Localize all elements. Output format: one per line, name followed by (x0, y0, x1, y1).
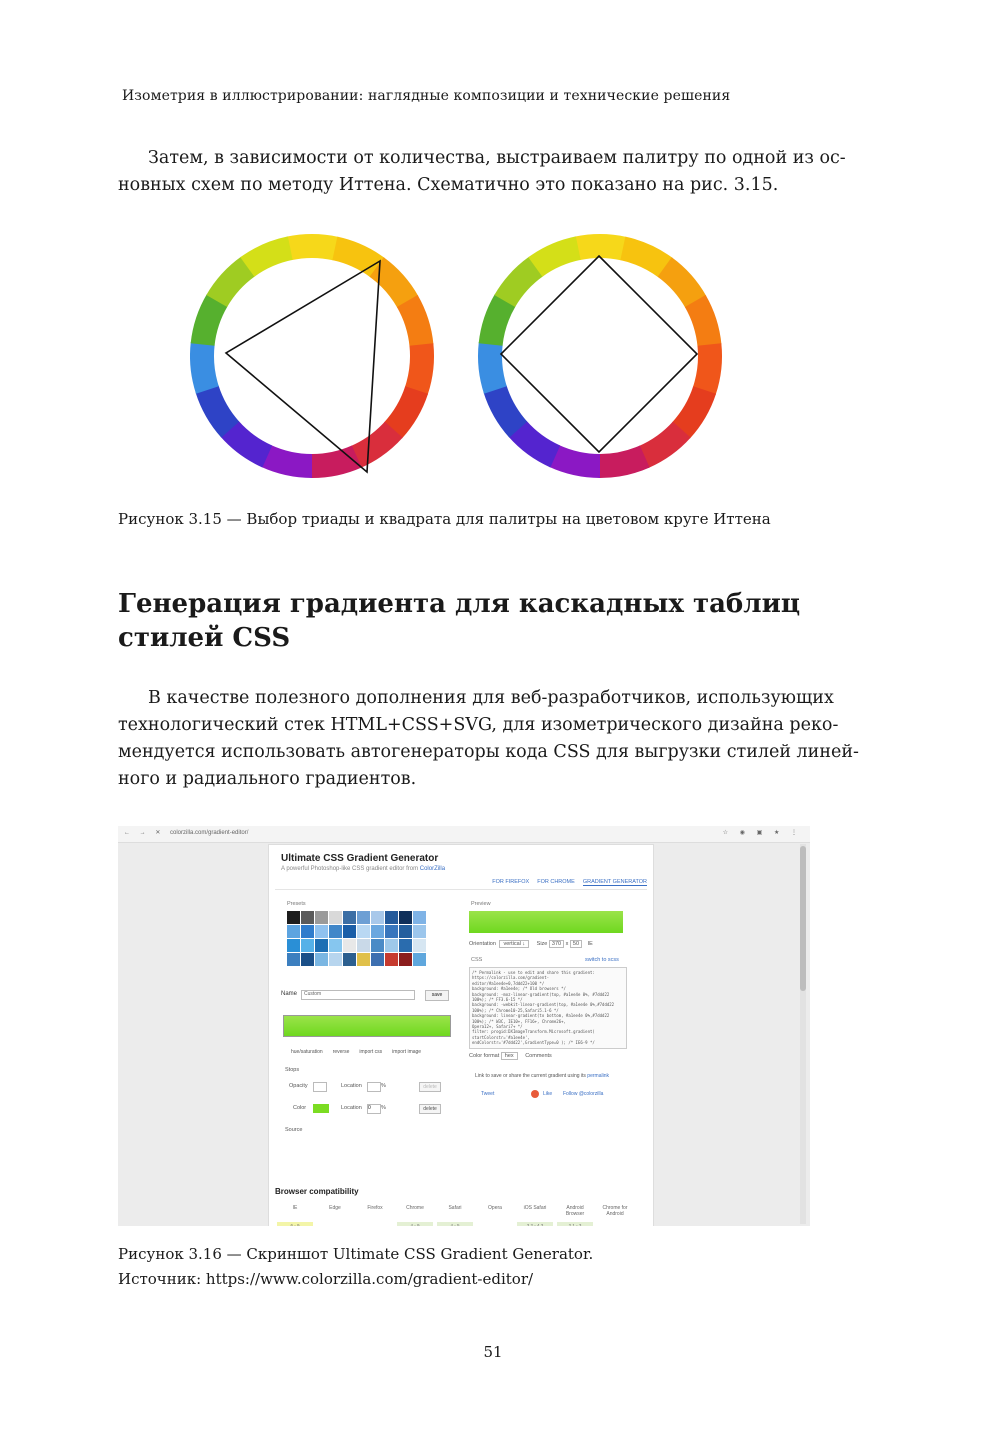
tweet-button: Tweet (481, 1091, 495, 1097)
text-line: технологический стек HTML+CSS+SVG, для изометрического дизайна реко- (118, 715, 839, 735)
preset-swatch (301, 953, 314, 966)
bc-cell: 4 - 9 (397, 1222, 433, 1226)
hue-saturation-tool: hue/saturation (291, 1049, 323, 1055)
page-number: 51 (483, 1343, 503, 1361)
preset-swatch (371, 939, 384, 952)
preset-swatch (371, 953, 384, 966)
location-label-2: Location (341, 1105, 362, 1111)
code-line: editor/#a1ee4e+0,7ddd22+100 */ (472, 980, 545, 986)
bc-header: iOS Safari (523, 1205, 547, 1211)
preset-swatch (385, 939, 398, 952)
code-line: /* Permalink - use to edit and share this gradient: (472, 970, 595, 975)
orientation-label: Orientation (469, 941, 496, 947)
stops-label: Stops (285, 1067, 300, 1073)
location-input-2: 0 (367, 1104, 381, 1114)
follow-link: Follow @colorzilla (563, 1091, 604, 1097)
code-line: background: linear-gradient(to bottom, #a1ee4e 0%,#7ddd22 (472, 1013, 610, 1019)
percent-label: % (381, 1083, 386, 1089)
preset-swatch (301, 939, 314, 952)
name-input: Custom (301, 990, 415, 1000)
code-line: Opera12+, Safari7+ */ (472, 1024, 523, 1030)
presets-grid (287, 911, 427, 971)
bc-cell (357, 1222, 393, 1226)
reverse-tool: reverse (332, 1049, 350, 1055)
color-swatch (313, 1104, 329, 1113)
bc-header: Opera (488, 1205, 502, 1211)
nav-arrows-icon: ← → ✕ (124, 830, 165, 836)
color-format-label: Color format (469, 1053, 500, 1059)
running-head: Изометрия в иллюстрировании: наглядные композиции и технические решения (122, 88, 731, 104)
css-label: CSS (471, 957, 483, 963)
preset-swatch (385, 925, 398, 938)
color-wheels-figure (190, 228, 740, 488)
gradient-tools (291, 1049, 421, 1055)
location-input (367, 1082, 381, 1092)
wheel-segment (405, 343, 434, 395)
orientation-select: vertical ↓ (499, 940, 529, 948)
import-css-tool: import css (359, 1049, 383, 1055)
color-label: Color (293, 1105, 307, 1111)
location-label: Location (341, 1083, 362, 1089)
size-height: 50 (570, 940, 582, 948)
preset-swatch (343, 939, 356, 952)
bc-header: Edge (329, 1205, 341, 1211)
preset-swatch (301, 911, 314, 924)
preset-swatch (315, 953, 328, 966)
bc-cell (477, 1222, 513, 1226)
subtitle-text: A powerful Photoshop-like CSS gradient editor from (281, 866, 419, 872)
caption-line: Источник: https://www.colorzilla.com/gradient-editor/ (118, 1270, 534, 1288)
bc-header: Firefox (367, 1205, 383, 1211)
preview-label: Preview (471, 901, 491, 907)
wheel-segment (599, 446, 650, 478)
preset-swatch (413, 925, 426, 938)
preset-swatch (385, 953, 398, 966)
bc-cell (317, 1222, 353, 1226)
preset-swatch (399, 925, 412, 938)
heading-line: Генерация градиента для каскадных таблиц (118, 589, 801, 619)
preset-swatch (315, 911, 328, 924)
bc-header: Chrome for Android (602, 1205, 628, 1217)
orientation-row (469, 941, 593, 947)
code-line: endColorstr='#7ddd22',GradientType=0 ); /* IE6-9 */ (472, 1040, 595, 1046)
preset-swatch (357, 953, 370, 966)
text-line: ного и радиального градиентов. (118, 769, 417, 789)
colorzilla-link: ColorZilla (419, 866, 446, 872)
preset-swatch (329, 925, 342, 938)
bc-header: Safari (448, 1205, 462, 1211)
tab-chrome: FOR CHROME (537, 879, 575, 885)
figure-caption-3-15: Рисунок 3.15 — Выбор триады и квадрата для палитры на цветовом круге Иттена (118, 510, 771, 528)
color-format-select: hex (501, 1052, 518, 1060)
gradient-bar (283, 1015, 451, 1037)
gradient-generator-screenshot (118, 826, 810, 1226)
preset-swatch (413, 939, 426, 952)
delete-button-disabled: delete (419, 1082, 441, 1092)
permalink-row (475, 1073, 609, 1079)
size-width: 370 (549, 940, 564, 948)
preset-swatch (357, 925, 370, 938)
source-label: Source (285, 1127, 303, 1133)
bc-header: IE (292, 1205, 298, 1211)
preset-swatch (399, 911, 412, 924)
code-line: 100%); /* FF3.6-15 */ (472, 997, 523, 1003)
preset-swatch (371, 911, 384, 924)
bc-cell: 4 - 5 (437, 1222, 473, 1226)
permalink-text: Link to save or share the current gradient using its (475, 1073, 586, 1079)
preset-swatch (329, 953, 342, 966)
divider (275, 889, 647, 890)
preset-swatch (343, 953, 356, 966)
preset-swatch (399, 953, 412, 966)
preset-swatch (413, 911, 426, 924)
code-line: 100%); /* W3C, IE10+, FF16+, Chrome26+, (472, 1018, 566, 1024)
preset-swatch (371, 925, 384, 938)
paragraph-gradient (118, 685, 859, 793)
wheel-segment (575, 234, 627, 260)
preset-swatch (385, 911, 398, 924)
name-label: Name (281, 991, 298, 997)
preset-swatch (329, 911, 342, 924)
generator-page (268, 844, 654, 1226)
tab-gradient-generator: GRADIENT GENERATOR (582, 879, 647, 885)
preset-swatch (329, 939, 342, 952)
ie-checkbox: IE (587, 941, 593, 947)
wheel-segment (478, 342, 507, 394)
preset-swatch (343, 911, 356, 924)
preset-swatch (357, 939, 370, 952)
size-x: x (565, 941, 569, 947)
preset-swatch (343, 925, 356, 938)
code-line: startColorstr='#a1ee4e', (472, 1034, 530, 1040)
color-wheel-triad (190, 234, 434, 478)
code-line: https://colorzilla.com/gradient- (472, 975, 550, 981)
address-bar: colorzilla.com/gradient-editor/ (170, 830, 249, 836)
opacity-label: Opacity (289, 1083, 308, 1089)
browser-toolbar (118, 826, 810, 843)
code-line: background: -moz-linear-gradient(top, #a1ee4e 0%, #7ddd22 (472, 991, 610, 997)
css-code-box (469, 967, 627, 1049)
code-line: background: -webkit-linear-gradient(top, #a1ee4e 0%,#7ddd22 (472, 1002, 615, 1008)
wheel-segment (190, 342, 219, 394)
switch-scss-link: switch to scss (585, 957, 619, 963)
preset-swatch (287, 925, 300, 938)
percent-label-2: % (381, 1105, 386, 1111)
paragraph-intro (118, 145, 846, 199)
generator-title: Ultimate CSS Gradient Generator (281, 853, 439, 864)
text-line: В качестве полезного дополнения для веб-разработчиков, использующих (148, 688, 834, 708)
bc-header: Chrome (406, 1205, 424, 1211)
tab-firefox: FOR FIREFOX (492, 879, 530, 885)
scrollbar-thumb (800, 846, 806, 991)
preset-swatch (399, 939, 412, 952)
preset-swatch (287, 953, 300, 966)
preset-swatch (357, 911, 370, 924)
code-line: background: #a1ee4e; /* Old browsers */ (472, 986, 566, 992)
bc-header: Android Browser (565, 1205, 585, 1217)
text-line: новных схем по методу Иттена. Схематично это показано на рис. 3.15. (118, 175, 779, 195)
preset-swatch (413, 953, 426, 966)
opacity-input (313, 1082, 327, 1092)
caption-line: Рисунок 3.16 — Скриншот Ultimate CSS Gradient Generator. (118, 1245, 594, 1263)
preset-swatch (301, 925, 314, 938)
heading-line: стилей CSS (118, 623, 291, 653)
like-label: Like (543, 1091, 553, 1097)
presets-label: Presets (287, 901, 306, 907)
text-line: Затем, в зависимости от количества, выстраиваем палитру по одной из ос- (148, 148, 846, 168)
permalink-link: permalink (587, 1073, 609, 1079)
size-label: Size (536, 941, 548, 947)
save-button: save (425, 990, 449, 1001)
preset-swatch (287, 911, 300, 924)
bc-cell: 3.2 - 4.3 (517, 1222, 553, 1226)
generator-tabs (492, 879, 647, 886)
import-image-tool: import image (392, 1049, 422, 1055)
wheel-segment (693, 343, 722, 395)
browser-tools-icon: ☆ ◉ ▣ ★ ⋮ (722, 830, 802, 836)
delete-button: delete (419, 1104, 441, 1114)
generator-subtitle (281, 866, 445, 872)
code-line: filter: progid:DXImageTransform.Microsoft.gradient( (472, 1029, 595, 1035)
comments-checkbox: Comments (525, 1053, 552, 1059)
preset-swatch (315, 925, 328, 938)
preset-swatch (315, 939, 328, 952)
bc-cell: 2.1 - 3 (557, 1222, 593, 1226)
color-wheel-square (478, 234, 722, 478)
figure-caption-3-16 (118, 1242, 593, 1292)
browser-compat-title: Browser compatibility (275, 1187, 359, 1196)
gradient-preview (469, 911, 623, 933)
wheel-segment (287, 234, 339, 260)
code-line: 100%); /* Chrome10-25,Safari5.1-6 */ (472, 1007, 559, 1013)
text-line: мендуется использовать автогенераторы кода CSS для выгрузки стилей линей- (118, 742, 859, 762)
like-icon (531, 1090, 539, 1098)
section-heading (118, 587, 800, 655)
preset-swatch (287, 939, 300, 952)
bc-cell (597, 1222, 633, 1226)
bc-cell: 6 - 9 (277, 1222, 313, 1226)
color-format-row (469, 1053, 552, 1059)
